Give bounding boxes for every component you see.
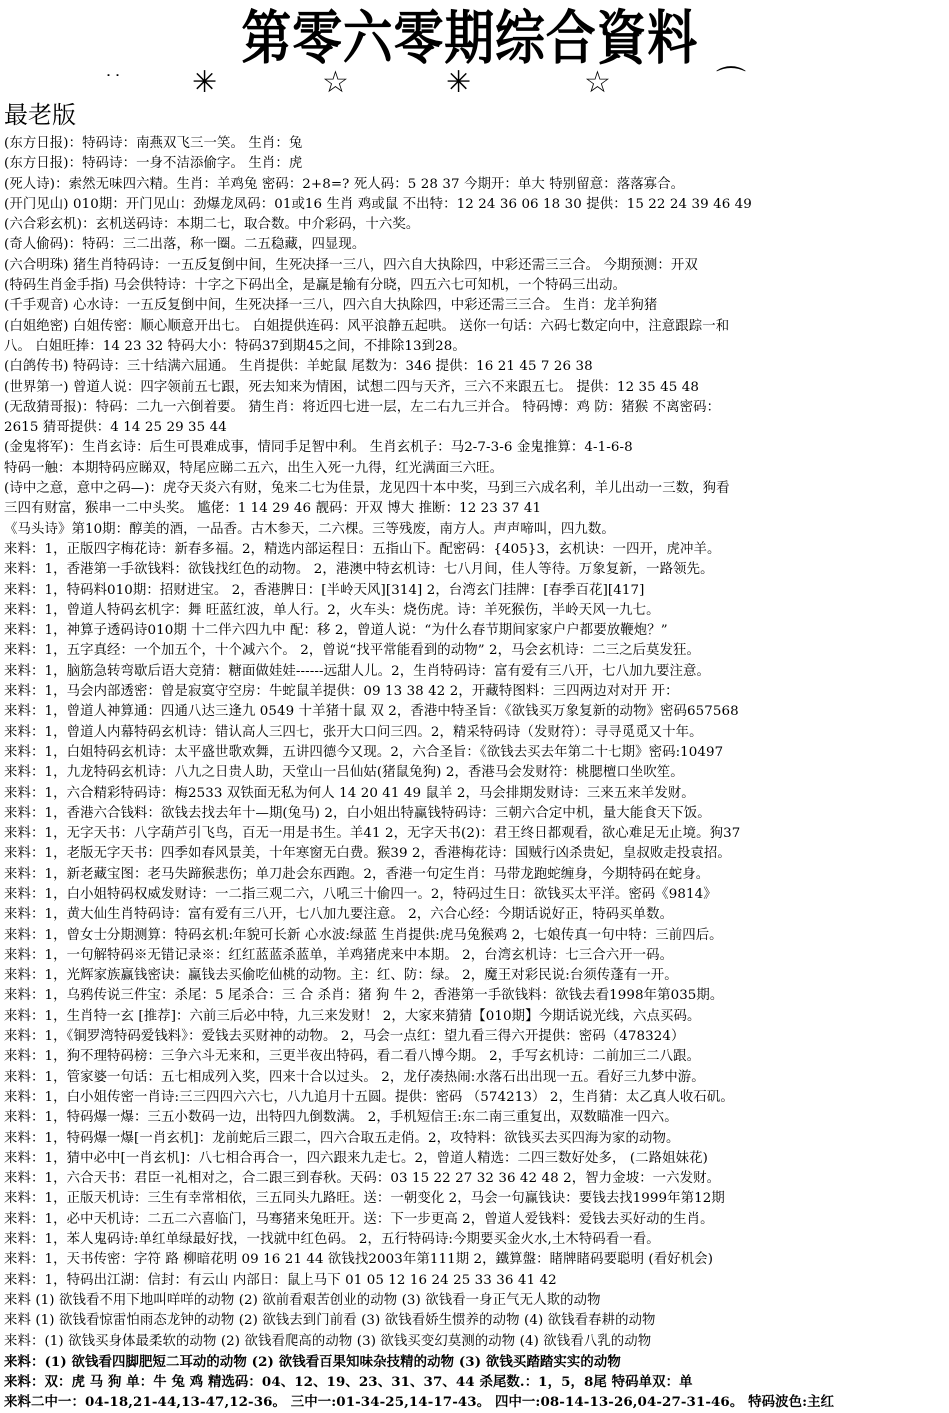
text-line: 来料：1，光辉家族赢钱密诀：赢钱去买偷吃仙桃的动物。主：红、防：绿。 2，魔王对彩民说:台须传蓬有一开。 [4, 968, 678, 984]
asterisk-icon: ✳ [446, 65, 472, 100]
text-line: 来料：1，马会内部透密：曾是寂寞守空房：牛蛇鼠羊提供：09 13 38 42 2，开藏特图料：三四两边对对开 开： [4, 684, 679, 700]
text-line: 来料：1，白小姐特码权威发财诗：一二指三观二六，八吼三十偷四一。2，特码过生日：欲钱买太平洋。密码《9814》 [4, 886, 717, 902]
text-line: 来料：1，神算子透码诗010期 十二伴六四九中 配：移 2，曾道人说：“为什么春节期间家家户户都要放鞭炮？” [4, 623, 668, 639]
text-line: 来料：(1) 欲钱看四脚肥短二耳动的动物 (2) 欲钱看百果知味杂技精的动物 (3) 欲钱买踏踏实实的动物 [4, 1353, 621, 1370]
text-line: (六合彩玄机)：玄机送码诗：本期二七，取合数。中介彩码，十六奖。 [4, 217, 420, 233]
text-line: 来料：1，老版无字天书：四季如春风景美，十年寒窗无白费。猴39 2，香港梅花诗：国贼行凶杀贵妃，皇叔败走投袁招。 [4, 846, 731, 862]
text-line: 来料：1，新老藏宝图：老马失蹄猴悲伤；单刀赴会东西跑。2，香港一句定生肖：马带龙跑蛇缠身，今期特码在蛇身。 [4, 866, 710, 882]
text-line: 来料 (1) 欲钱看不用下地叫咩咩的动物 (2) 欲前看艰苦创业的动物 (3) 欲钱看一身正气无人欺的动物 [4, 1292, 601, 1308]
text-line: 来料：1，特码爆一爆[一肖玄机]：龙前蛇后三跟二，四六合取五走俏。2，攻特料：欲钱买去买四海为家的动物。 [4, 1130, 680, 1146]
text-line: 来料：1，《铜罗湾特码爱钱料》：爱钱去买财神的动物。 2，马会一点红：望九看三得六开提供：密码（478324） [4, 1029, 685, 1045]
text-line: (世界第一) 曾道人说：四字领前五七跟，死去知来为情困，试想二四与天齐，三六不来跟五七。 提供：12 35 45 48 [4, 379, 699, 395]
dots-icon: ˙˙ [104, 72, 122, 93]
text-line: 来料：1，白小姐传密一肖诗:三三四四六六七，八九追月十五圆。提供：密码 （574213） 2，生肖猜：太乙真人收石矶。 [4, 1089, 734, 1105]
text-line: 来料：1，香港六合钱料：欲钱去找去年十—期(兔马) 2，白小姐出特赢钱特码诗：三朝六合定中机，量大能食天下饭。 [4, 805, 711, 821]
text-line: 来料：1，猜中必中[一肖玄机]：八七相合再合一，四六跟来九走七。2，曾道人精选：二四三数好处多， (二路姐妹花) [4, 1150, 708, 1166]
text-line: (奇人偷码)：特码：三二出落，称一圈。二五稳藏，四显现。 [4, 237, 366, 253]
text-line: 来料：1，特码爆一爆：三五小数码一边，出特四九倒数满。 2，手机短信王:东二南三重复出，双数瞄准一四六。 [4, 1110, 678, 1126]
text-line: 2615 猜哥提供：4 14 25 29 35 44 [4, 420, 227, 436]
text-line: 来料：双：虎 马 狗 单：牛 兔 鸡 精选码：04、12、19、23、31、37、44 杀尾数.：1，5，8尾 特码单双：单 [4, 1374, 693, 1391]
text-line: 来料：1，特码料010期：招财进宝。 2，香港脾日：[半岭天风][314] 2，台湾玄门挂牌：[春季百花][417] [4, 582, 645, 598]
star-icon: ☆ [322, 65, 349, 100]
text-line: 来料：(1) 欲钱买身体最柔软的动物 (2) 欲钱看爬高的动物 (3) 欲钱买变幻莫测的动物 (4) 欲钱看八乳的动物 [4, 1333, 652, 1349]
text-line: 来料：1，香港第一手欲钱料：欲钱找红色的动物。 2，港澳中特玄机诗：七八月间，佳人等待。万象复新，一路领先。 [4, 562, 714, 578]
text-line: 来料：1，一句解特码※无错记录※：红红蓝蓝杀蓝单，羊鸡猪虎来中本期。 2，台湾玄机诗：七三合六开一码。 [4, 947, 674, 963]
asterisk-icon: ✳ [192, 65, 218, 100]
text-line: 来料：1，六合天书：君臣一礼相对之，合二跟三到春秋。天码：03 15 22 27 32 36 42 48 2，智力金坡：一六发财。 [4, 1171, 721, 1187]
text-line: 《马头诗》第10期：醇美的酒，一品香。古木参天，二六棵。三等残废，南方人。声声啼叫，四九数。 [4, 521, 615, 537]
text-line: 来料：1，生肖特一玄 [推荐]：六前三后必中特，九三来发财！ 2，大家来猜猜【010期】今期话说光线，六点买码。 [4, 1008, 701, 1024]
text-line: (东方日报)：特码诗：南燕双飞三一笑。 生肖：兔 [4, 136, 303, 151]
title-decoration [0, 66, 949, 100]
text-line: (金鬼将军)：生肖玄诗：后生可畏难成事，情同手足智中利。 生肖玄机子：马2-7-3-6 金鬼推算：4-1-6-8 [4, 440, 633, 456]
text-line: 来料：1，特码出江湖：信封：有云山 内部日：鼠上马下 01 05 12 16 24 25 33 36 41 42 [4, 1272, 557, 1288]
text-line: 特码一触：本期特码应睇双，特尾应睇二五六，出生入死一九得，红光满面三六旺。 [4, 460, 504, 476]
text-line: 来料：1，白姐特码玄机诗：太平盛世歌欢舞，五讲四德今又现。2，六合圣旨：《欲钱去买去年第二十七期》密码:10497 [4, 744, 724, 760]
text-line: 来料：1，五字真经：一个加五个，十个减六个。 2，曾说“找平常能看到的动物” 2，马会玄机诗：二三之后莫发狂。 [4, 643, 701, 659]
text-line: (开门见山) 010期：开门见山：劲爆龙凤码：01或16 生肖 鸡或鼠 不出特：12 24 36 06 18 30 提供：15 22 24 39 46 49 [4, 196, 752, 212]
text-line: 来料 (1) 欲钱看惊雷怕雨态龙钟的动物 (2) 欲钱去到门前看 (3) 欲钱看娇生惯养的动物 (4) 欲钱看春耕的动物 [4, 1313, 656, 1329]
text-line: 来料：1，曾女士分期测算：特码玄机:年貌可长新 心水波:绿蓝 生肖提供:虎马兔猴鸡 2，七娘传真一句中特：三前四后。 [4, 927, 723, 943]
text-line: 来料：1，曾道人特码玄机字：舞 旺蓝红波，单人行。2，火车头：烧伤虎。诗：羊死猴伤，半岭天风一九七。 [4, 602, 660, 618]
text-line: 三四有财富，猴串一二中头奖。 尴佬：1 14 29 46 靓码：开双 博大 推断：12 23 37 41 [4, 501, 542, 517]
text-line: (千手观音) 心水诗：一五反复倒中间，生死决择一三八，四六自大执除四，中彩还需三三合。 生肖：龙羊狗猪 [4, 298, 658, 314]
text-line: 来料：1，正版天机诗：三生有幸常相依，三五同头九路旺。送：一朝变化 2，马会一句赢钱诀：要钱去找1999年第12期 [4, 1191, 725, 1207]
text-line: 来料：1，曾道人内幕特码玄机诗：错认高人三四七，张开大口问三四。2，精采特码诗（发财符）：寻寻觅觅又十年。 [4, 724, 703, 740]
text-line: (特码生肖金手指) 马会供特诗：十字之下码出全，是赢是输有分晓，四五六七可知机，一个特码三出动。 [4, 278, 627, 294]
text-line: (死人诗)：索然无味四六精。生肖：羊鸡兔 密码：2+8=? 死人码：5 28 37 今期开：单大 特别留意：落落寡合。 [4, 176, 685, 192]
text-line: 来料：1，正版四字梅花诗：新春多福。2，精选内部运程日：五指山下。配密码：{405}3，玄机诀：一四开，虎冲羊。 [4, 541, 721, 557]
arc-icon: ⌒ [716, 65, 746, 100]
text-line: 来料：1，苯人鬼码诗:单红单绿最好找，一找就中红色码。 2，五行特码诗:今期要买金火水,土木特码看一看。 [4, 1232, 660, 1248]
text-line: (诗中之意，意中之码—)：虎夺天炎六有财，兔来二七为佳景，龙见四十本中奖，马到三六成名利，羊儿出动一三数，狗看 [4, 481, 730, 497]
text-line: 八。 白姐旺捧：14 23 32 特码大小：特码37到期45之间，不排除13到28。 [4, 338, 466, 354]
text-line: 来料：1，六合精彩特码诗：梅2533 双铁面无私为何人 14 20 41 49 鼠羊 2，马会排期发财诗：三来五来羊发财。 [4, 785, 695, 801]
text-line: 来料：1，乌鸦传说三件宝：杀尾：5 尾杀合：三 合 杀肖：猪 狗 牛 2，香港第一手欲钱料：欲钱去看1998年第035期。 [4, 988, 724, 1004]
text-line: (东方日报)：特码诗：一身不洁添偷字。 生肖：虎 [4, 156, 303, 172]
text-line: 来料：1，管家婆一句话：五七相成列入奖，四来十合以过头。 2，龙仔凑热闹:水落石出出现一五。看好三九梦中游。 [4, 1069, 705, 1085]
text-line: 来料：1，曾道人神算通：四通八达三逢九 0549 十羊猪十鼠 双 2，香港中特圣旨：《欲钱买万象复新的动物》密码657568 [4, 704, 739, 720]
text-line: (六合明珠) 猪生肖特码诗：一五反复倒中间，生死决择一三八，四六自大执除四，中彩还需三三合。 今期预测：开双 [4, 257, 698, 273]
text-line: (白姐绝密) 白姐传密：顺心顺意开出七。 白姐提供连码：风平浪静五起哄。 送你一句话：六码七数定向中，注意跟踪一和 [4, 318, 730, 334]
text-line: 来料：1，狗不理特码榜：三争六斗无来和，三更半夜出特码，看二看八博今期。 2，手写玄机诗：二前加三二八跟。 [4, 1049, 701, 1065]
text-line: 来料二中一：04-18,21-44,13-47,12-36。 三中一:01-34-25,14-17-43。 四中一:08-14-13-26,04-27-31-46。 特码波色:主红 [4, 1394, 835, 1411]
text-line: 来料：1，必中天机诗：二五二六喜临门，马骞猪来兔旺开。送：下一步更高 2，曾道人爱钱料：爱钱去买好动的生肖。 [4, 1211, 714, 1227]
page-title: 第零六零期综合資料 [241, 4, 698, 72]
text-line: 来料：1，无字天书：八字葫芦引飞鸟，百无一用是书生。羊41 2，无字天书(2)：君王终日都观看，欲心难足无止境。狗37 [4, 826, 741, 842]
text-line: (白鸽传书) 特码诗：三十结满六屈通。 生肖提供：羊蛇鼠 尾数为：346 提供：16 21 45 7 26 38 [4, 359, 593, 375]
text-line: 来料：1，天书传密：字符 路 柳暗花明 09 16 21 44 欲钱找2003年第111期 2，鐵算盤：睹牌睹码要聪明 (看好机会) [4, 1252, 714, 1268]
text-line: 来料：1，黄大仙生肖特码诗：富有爱有三八开，七八加九要注意。 2，六合心经：今期话说好正，特码买单数。 [4, 907, 674, 923]
text-line: 来料：1，九龙特码玄机诗：八九之日贵人助，天堂山一吕仙姑(猪鼠兔狗) 2，香港马会发财符：桃腮檀口坐吹笙。 [4, 765, 684, 781]
star-icon: ☆ [584, 65, 611, 100]
edition-label: 最老版 [4, 101, 76, 129]
text-line: 来料：1，脑筋急转弯歇后语大竞猜：糖面做娃娃------远甜人儿。2，生肖特码诗：富有爱有三八开，七八加九要注意。 [4, 663, 711, 679]
document-body [4, 134, 946, 1413]
text-line: (无敌猜哥报)：特码：二九一六倒着要。 猜生肖：将近四七进一层，左二右九三并合。 特码博：鸡 防：猪猴 不离密码： [4, 399, 721, 415]
